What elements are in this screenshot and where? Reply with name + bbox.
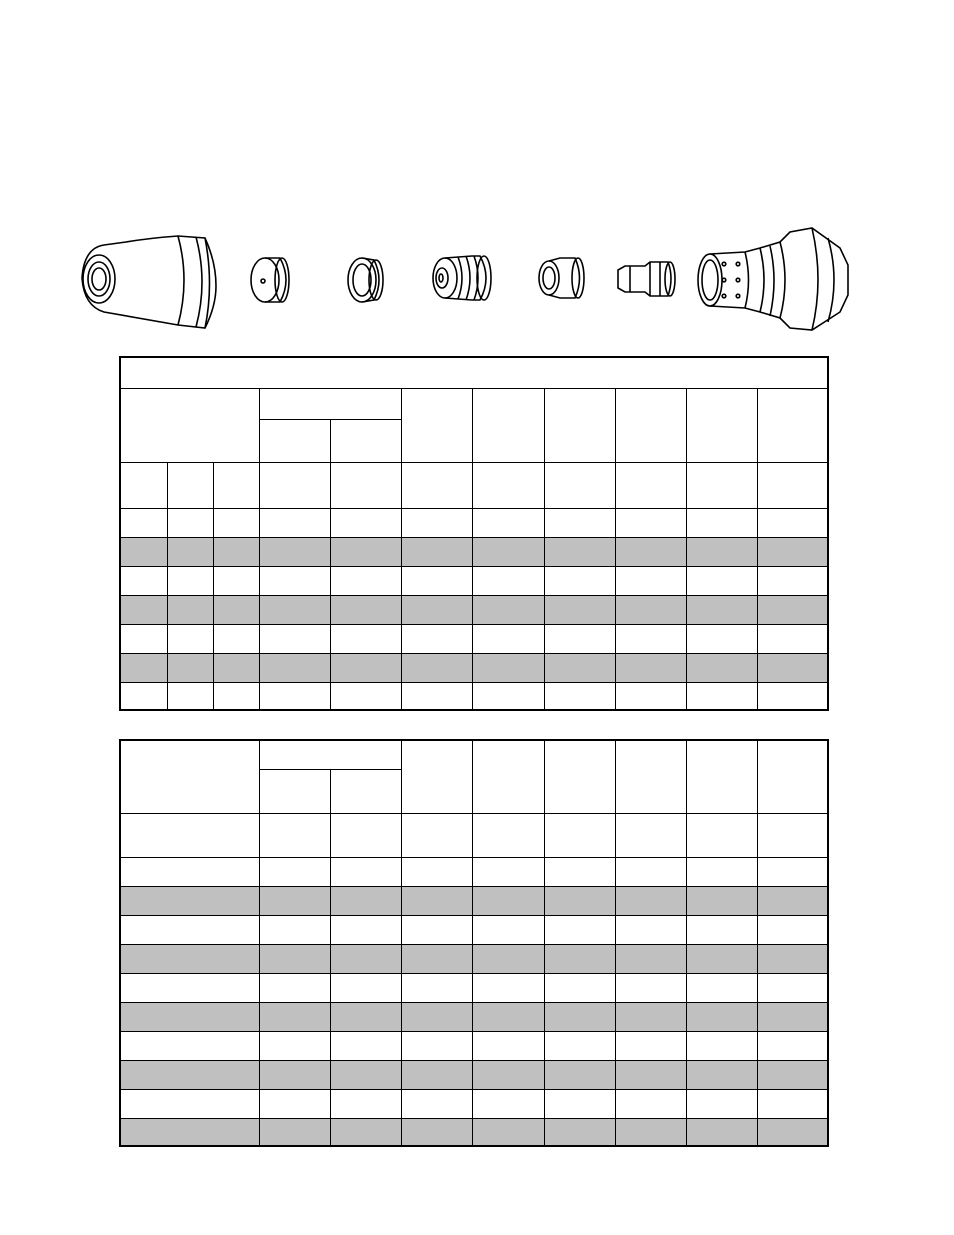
table-cell: [544, 886, 615, 915]
table-cell: [213, 595, 259, 624]
table-cell: [120, 1118, 259, 1146]
table-cell: [401, 653, 472, 682]
table-cell: [757, 1118, 828, 1146]
table-cell: [757, 973, 828, 1002]
header-cell: [330, 769, 401, 813]
table-cell: [544, 1060, 615, 1089]
header-row: [120, 388, 828, 419]
consumables-table-top: [119, 356, 829, 711]
table-row: [120, 624, 828, 653]
header-cell: [259, 388, 401, 419]
table-cell: [615, 653, 686, 682]
table-cell: [544, 973, 615, 1002]
table-cell: [120, 1060, 259, 1089]
header-cell: [757, 740, 828, 813]
table-cell: [120, 1031, 259, 1060]
table-cell: [213, 537, 259, 566]
table-cell: [686, 886, 757, 915]
table-cell: [259, 1118, 330, 1146]
table-cell: [757, 1002, 828, 1031]
table-cell: [259, 944, 330, 973]
table-cell: [544, 682, 615, 710]
table-cell: [472, 653, 544, 682]
header-cell: [472, 462, 544, 508]
header-cell: [472, 740, 544, 813]
table-cell: [757, 944, 828, 973]
table-cell: [544, 653, 615, 682]
header-cell: [259, 419, 330, 462]
header-cell: [615, 388, 686, 462]
table-cell: [330, 1089, 401, 1118]
table-cell: [330, 595, 401, 624]
table-cell: [544, 508, 615, 537]
table-cell: [213, 508, 259, 537]
header-cell: [213, 462, 259, 508]
table-cell: [686, 1002, 757, 1031]
table-cell: [472, 537, 544, 566]
table-row: [120, 1060, 828, 1089]
table-cell: [401, 1060, 472, 1089]
table-cell: [167, 653, 213, 682]
table-row: [120, 886, 828, 915]
header-cell: [757, 388, 828, 462]
consumables-table-bottom: [119, 739, 829, 1147]
table-cell: [120, 508, 167, 537]
header-cell: [259, 462, 330, 508]
table-title-cell: [120, 357, 828, 388]
table-cell: [757, 1031, 828, 1060]
retaining-cap-drawing: [348, 258, 383, 302]
table-cell: [686, 1060, 757, 1089]
table-cell: [330, 537, 401, 566]
table-cell: [120, 653, 167, 682]
table-cell: [686, 682, 757, 710]
table-cell: [686, 1089, 757, 1118]
table-cell: [330, 973, 401, 1002]
table-cell: [401, 537, 472, 566]
table-cell: [259, 537, 330, 566]
table-cell: [259, 624, 330, 653]
table-cell: [120, 1002, 259, 1031]
table-cell: [120, 813, 259, 857]
table-cell: [544, 857, 615, 886]
table-row: [120, 1089, 828, 1118]
electrode-drawing: [618, 262, 675, 296]
table-cell: [615, 1060, 686, 1089]
table-cell: [330, 566, 401, 595]
table-cell: [757, 537, 828, 566]
table-cell: [686, 1031, 757, 1060]
table-cell: [330, 1031, 401, 1060]
table-cell: [757, 857, 828, 886]
table-cell: [472, 1002, 544, 1031]
header-cell: [686, 388, 757, 462]
table-cell: [120, 915, 259, 944]
table-cell: [401, 813, 472, 857]
table-cell: [615, 973, 686, 1002]
table-cell: [259, 1089, 330, 1118]
table-cell: [615, 508, 686, 537]
table-row: [120, 915, 828, 944]
table-row: [120, 1118, 828, 1146]
table-cell: [401, 973, 472, 1002]
table-row: [120, 973, 828, 1002]
table-cell: [757, 653, 828, 682]
table-cell: [259, 566, 330, 595]
table-cell: [615, 1031, 686, 1060]
table-row: [120, 1002, 828, 1031]
table-cell: [401, 1002, 472, 1031]
table-cell: [686, 973, 757, 1002]
table-cell: [757, 813, 828, 857]
table-cell: [544, 915, 615, 944]
table-cell: [686, 915, 757, 944]
table-cell: [615, 1002, 686, 1031]
table-cell: [615, 537, 686, 566]
table-cell: [544, 537, 615, 566]
table-cell: [120, 624, 167, 653]
table-cell: [259, 653, 330, 682]
table-cell: [615, 624, 686, 653]
table-cell: [120, 1089, 259, 1118]
table-row: [120, 857, 828, 886]
table-cell: [544, 595, 615, 624]
table-cell: [757, 508, 828, 537]
table-cell: [757, 1060, 828, 1089]
table-cell: [167, 537, 213, 566]
header-cell: [120, 388, 259, 462]
table-cell: [544, 1118, 615, 1146]
table-cell: [686, 566, 757, 595]
table-cell: [120, 682, 167, 710]
header-cell: [120, 462, 167, 508]
header-cell: [544, 740, 615, 813]
table-cell: [686, 624, 757, 653]
table-cell: [401, 566, 472, 595]
table-cell: [615, 1118, 686, 1146]
table-cell: [401, 1118, 472, 1146]
table-cell: [544, 566, 615, 595]
header-cell: [259, 769, 330, 813]
table-cell: [259, 915, 330, 944]
table-cell: [472, 944, 544, 973]
table-cell: [259, 857, 330, 886]
table-cell: [472, 813, 544, 857]
table-cell: [330, 813, 401, 857]
table-cell: [401, 944, 472, 973]
table-row: [120, 508, 828, 537]
table-cell: [686, 1118, 757, 1146]
table-cell: [330, 944, 401, 973]
header-cell: [401, 388, 472, 462]
table-cell: [544, 1089, 615, 1118]
table-cell: [615, 886, 686, 915]
header-row: [120, 740, 828, 769]
table-cell: [401, 1089, 472, 1118]
header-cell: [401, 740, 472, 813]
table-cell: [472, 624, 544, 653]
table-cell: [167, 566, 213, 595]
table-cell: [472, 566, 544, 595]
table-cell: [472, 915, 544, 944]
table-cell: [686, 653, 757, 682]
shield-cap-drawing: [82, 236, 216, 328]
header-row: [120, 813, 828, 857]
table-cell: [167, 682, 213, 710]
table-cell: [259, 682, 330, 710]
table-cell: [472, 1089, 544, 1118]
table-row: [120, 682, 828, 710]
table-cell: [615, 1089, 686, 1118]
header-cell: [472, 388, 544, 462]
table-cell: [401, 508, 472, 537]
table-cell: [167, 595, 213, 624]
table-cell: [686, 595, 757, 624]
table-cell: [757, 886, 828, 915]
table-cell: [472, 1118, 544, 1146]
table-cell: [686, 813, 757, 857]
table-cell: [213, 682, 259, 710]
table-cell: [757, 595, 828, 624]
table-cell: [259, 1002, 330, 1031]
table-cell: [120, 886, 259, 915]
table-cell: [544, 624, 615, 653]
shield-deflector-drawing: [251, 258, 289, 302]
table-cell: [686, 944, 757, 973]
header-cell: [167, 462, 213, 508]
table-cell: [259, 886, 330, 915]
header-cell: [615, 462, 686, 508]
header-cell: [330, 419, 401, 462]
table-cell: [259, 973, 330, 1002]
header-cell: [686, 462, 757, 508]
table-cell: [757, 566, 828, 595]
table-cell: [615, 682, 686, 710]
header-cell: [330, 462, 401, 508]
table-cell: [120, 537, 167, 566]
table-row: [120, 595, 828, 624]
table-cell: [330, 1060, 401, 1089]
table-cell: [544, 944, 615, 973]
table-cell: [472, 508, 544, 537]
table-cell: [544, 1031, 615, 1060]
swirl-ring-drawing: [539, 258, 584, 298]
table-cell: [259, 813, 330, 857]
table-cell: [213, 653, 259, 682]
table-cell: [330, 624, 401, 653]
table-cell: [472, 973, 544, 1002]
header-row: [120, 462, 828, 508]
table-cell: [615, 915, 686, 944]
table-cell: [401, 595, 472, 624]
table-cell: [401, 915, 472, 944]
header-cell: [120, 740, 259, 813]
table-cell: [472, 1060, 544, 1089]
table-cell: [544, 813, 615, 857]
table-row: [120, 944, 828, 973]
header-cell: [544, 388, 615, 462]
table-cell: [259, 595, 330, 624]
table-cell: [120, 566, 167, 595]
table-row: [120, 653, 828, 682]
table-cell: [544, 1002, 615, 1031]
table-cell: [686, 537, 757, 566]
table-cell: [401, 624, 472, 653]
header-cell: [757, 462, 828, 508]
table-cell: [757, 915, 828, 944]
table-cell: [330, 857, 401, 886]
table-cell: [757, 624, 828, 653]
header-cell: [401, 462, 472, 508]
table-cell: [615, 566, 686, 595]
table-cell: [330, 508, 401, 537]
table-cell: [757, 682, 828, 710]
table-cell: [401, 857, 472, 886]
header-cell: [615, 740, 686, 813]
table-cell: [472, 682, 544, 710]
table-cell: [213, 566, 259, 595]
table-cell: [330, 886, 401, 915]
table-cell: [259, 1031, 330, 1060]
table-row: [120, 1031, 828, 1060]
table-cell: [615, 857, 686, 886]
table-cell: [472, 595, 544, 624]
table-cell: [330, 915, 401, 944]
table-cell: [757, 1089, 828, 1118]
table-cell: [401, 886, 472, 915]
table-cell: [615, 813, 686, 857]
torch-head-drawing: [698, 228, 848, 330]
table-row: [120, 566, 828, 595]
table-cell: [120, 973, 259, 1002]
table-cell: [686, 508, 757, 537]
table-cell: [472, 1031, 544, 1060]
table-cell: [330, 653, 401, 682]
header-cell: [686, 740, 757, 813]
table-row: [120, 537, 828, 566]
table-cell: [615, 595, 686, 624]
table-cell: [686, 857, 757, 886]
table-cell: [120, 595, 167, 624]
table-cell: [330, 1118, 401, 1146]
table-cell: [472, 857, 544, 886]
table-title-row: [120, 357, 828, 388]
table-cell: [213, 624, 259, 653]
consumables-illustration: [0, 0, 954, 340]
table-cell: [401, 682, 472, 710]
table-cell: [167, 508, 213, 537]
table-cell: [259, 1060, 330, 1089]
table-cell: [472, 886, 544, 915]
table-cell: [259, 508, 330, 537]
table-cell: [167, 624, 213, 653]
table-cell: [401, 1031, 472, 1060]
table-cell: [120, 944, 259, 973]
header-cell: [259, 740, 401, 769]
table-cell: [330, 682, 401, 710]
header-cell: [544, 462, 615, 508]
table-cell: [120, 857, 259, 886]
table-cell: [615, 944, 686, 973]
nozzle-drawing: [433, 256, 491, 300]
table-cell: [330, 1002, 401, 1031]
